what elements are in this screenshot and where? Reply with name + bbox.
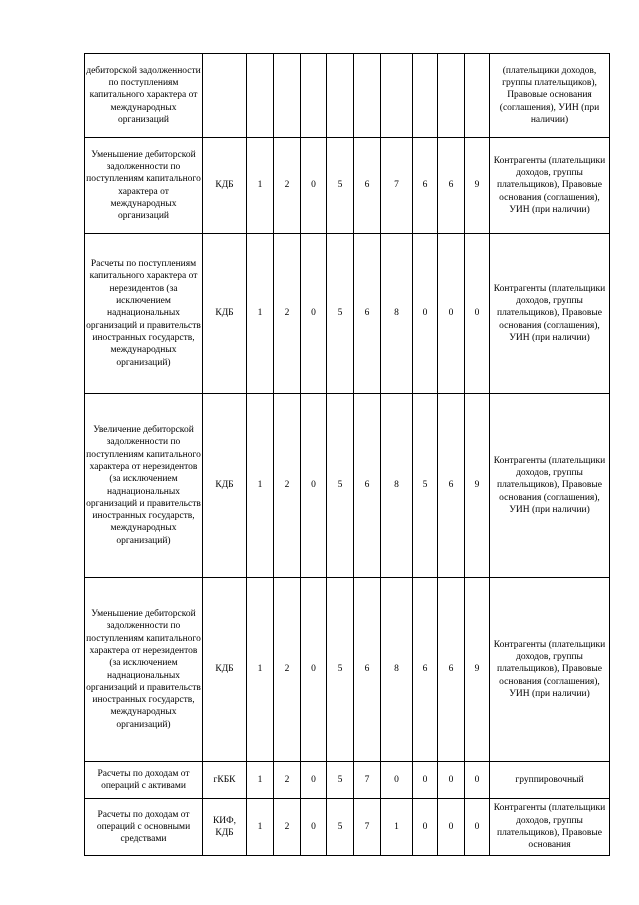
account-digit-cell: 6	[354, 138, 381, 234]
analytics-cell: (плательщики доходов, группы плательщиков), Правовые основания (соглашения), УИН (при наличии)	[490, 54, 610, 138]
table-row	[85, 762, 610, 799]
account-digit-cell: 0	[413, 234, 438, 394]
account-name-cell: Уменьшение дебиторской задолженности по поступлениям капитального характера от нерезидентов (за исключением наднациональных организаций и правительств иностранных государств, международных организаций)	[85, 578, 203, 762]
account-digit-cell	[465, 54, 490, 138]
account-digit-cell: 1	[247, 762, 274, 799]
account-digit-cell: 1	[247, 394, 274, 578]
account-digit-cell	[413, 54, 438, 138]
account-digit-cell: 0	[301, 799, 327, 856]
account-digit-cell: 0	[438, 234, 465, 394]
source-code-cell: гКБК	[203, 762, 247, 799]
account-digit-cell: 7	[354, 799, 381, 856]
account-digit-cell: 5	[327, 799, 354, 856]
account-digit-cell	[354, 54, 381, 138]
account-digit-cell	[327, 54, 354, 138]
account-digit-cell: 7	[381, 138, 413, 234]
account-digit-cell: 0	[413, 762, 438, 799]
account-digit-cell: 8	[381, 578, 413, 762]
account-digit-cell: 0	[301, 234, 327, 394]
account-digit-cell: 2	[274, 394, 301, 578]
table-row	[85, 54, 610, 138]
source-code-cell: КИФ, КДБ	[203, 799, 247, 856]
account-digit-cell: 6	[413, 578, 438, 762]
account-digit-cell	[247, 54, 274, 138]
account-digit-cell: 0	[465, 234, 490, 394]
accounts-table	[84, 53, 610, 856]
source-code-cell: КДБ	[203, 234, 247, 394]
account-name-cell: Увеличение дебиторской задолженности по поступлениям капитального характера от нерезидентов (за исключением наднациональных организаций и правительств иностранных государств, международных организаций)	[85, 394, 203, 578]
table-row	[85, 578, 610, 762]
account-digit-cell: 0	[301, 394, 327, 578]
account-digit-cell: 2	[274, 578, 301, 762]
account-digit-cell: 8	[381, 234, 413, 394]
account-digit-cell: 6	[354, 394, 381, 578]
table-row	[85, 234, 610, 394]
account-name-cell: Расчеты по поступлениям капитального характера от нерезидентов (за исключением наднациональных организаций и правительств иностранных государств, международных организаций)	[85, 234, 203, 394]
account-name-cell: Расчеты по доходам от операций с активами	[85, 762, 203, 799]
account-digit-cell: 6	[438, 394, 465, 578]
table-row	[85, 394, 610, 578]
account-digit-cell: 0	[465, 799, 490, 856]
account-digit-cell: 0	[438, 762, 465, 799]
account-digit-cell: 5	[327, 762, 354, 799]
account-digit-cell: 5	[327, 394, 354, 578]
account-digit-cell: 6	[438, 578, 465, 762]
account-digit-cell: 1	[247, 138, 274, 234]
account-name-cell: Расчеты по доходам от операций с основными средствами	[85, 799, 203, 856]
source-code-cell: КДБ	[203, 394, 247, 578]
analytics-cell: группировочный	[490, 762, 610, 799]
account-digit-cell: 9	[465, 578, 490, 762]
account-digit-cell: 9	[465, 138, 490, 234]
account-digit-cell: 5	[327, 234, 354, 394]
account-digit-cell	[381, 54, 413, 138]
table-row	[85, 138, 610, 234]
account-digit-cell: 0	[381, 762, 413, 799]
account-digit-cell: 2	[274, 138, 301, 234]
account-digit-cell: 6	[354, 578, 381, 762]
account-digit-cell: 6	[438, 138, 465, 234]
account-name-cell: Уменьшение дебиторской задолженности по поступлениям капитального характера от международных организаций	[85, 138, 203, 234]
analytics-cell: Контрагенты (плательщики доходов, группы плательщиков), Правовые основания (соглашения), УИН (при наличии)	[490, 234, 610, 394]
analytics-cell: Контрагенты (плательщики доходов, группы плательщиков), Правовые основания (соглашения), УИН (при наличии)	[490, 394, 610, 578]
account-digit-cell: 0	[301, 578, 327, 762]
source-code-cell	[203, 54, 247, 138]
account-digit-cell: 2	[274, 762, 301, 799]
account-digit-cell: 1	[247, 234, 274, 394]
account-digit-cell: 6	[354, 234, 381, 394]
source-code-cell: КДБ	[203, 138, 247, 234]
account-digit-cell: 1	[247, 578, 274, 762]
analytics-cell: Контрагенты (плательщики доходов, группы плательщиков), Правовые основания (соглашения), УИН (при наличии)	[490, 578, 610, 762]
analytics-cell: Контрагенты (плательщики доходов, группы плательщиков), Правовые основания (соглашения), УИН (при наличии)	[490, 138, 610, 234]
account-digit-cell: 6	[413, 138, 438, 234]
account-name-cell: дебиторской задолженности по поступлениям капитального характера от международных организаций	[85, 54, 203, 138]
account-digit-cell: 1	[247, 799, 274, 856]
account-digit-cell	[301, 54, 327, 138]
table-body	[85, 54, 610, 856]
account-digit-cell: 9	[465, 394, 490, 578]
account-digit-cell: 2	[274, 799, 301, 856]
account-digit-cell: 7	[354, 762, 381, 799]
analytics-cell: Контрагенты (плательщики доходов, группы плательщиков), Правовые основания	[490, 799, 610, 856]
account-digit-cell: 0	[301, 138, 327, 234]
account-digit-cell	[274, 54, 301, 138]
account-digit-cell: 0	[413, 799, 438, 856]
account-digit-cell: 8	[381, 394, 413, 578]
account-digit-cell: 0	[438, 799, 465, 856]
account-digit-cell: 5	[413, 394, 438, 578]
account-digit-cell: 1	[381, 799, 413, 856]
account-digit-cell: 0	[465, 762, 490, 799]
account-digit-cell: 2	[274, 234, 301, 394]
account-digit-cell	[438, 54, 465, 138]
table-row	[85, 799, 610, 856]
account-digit-cell: 5	[327, 578, 354, 762]
account-digit-cell: 0	[301, 762, 327, 799]
source-code-cell: КДБ	[203, 578, 247, 762]
account-digit-cell: 5	[327, 138, 354, 234]
